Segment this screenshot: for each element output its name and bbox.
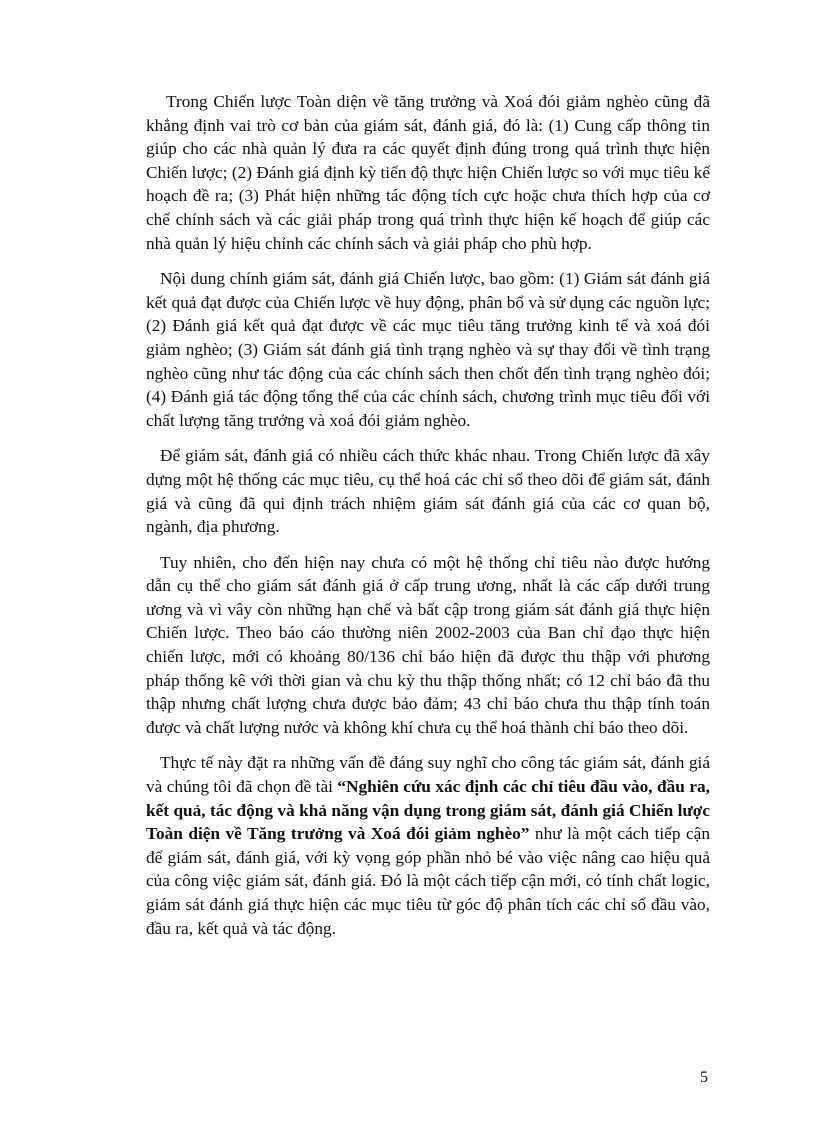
- paragraph-monitoring-methods: Để giám sát, đánh giá có nhiều cách thức khác nhau. Trong Chiến lược đã xây dựng một hệ thống các mục tiêu, cụ thể hoá các chỉ số theo dõi để giám sát, đánh giá và cũng đã qui định trách nhiệm giám sát đánh giá của các cơ quan bộ, ngành, địa phương.: [146, 446, 710, 537]
- research-conclusion-text: như là một cách tiếp cận để giám sát, đánh giá, với kỳ vọng góp phần nhỏ bé vào việc nâng cao hiệu quả của công việc giám sát, đánh giá. Đó là một cách tiếp cận mới, có tính chất logic, giám sát đánh giá thực hiện các mục tiêu từ góc độ phân tích các chỉ số đầu vào, đầu ra, kết quả và tác động.: [146, 824, 710, 938]
- page-number: 5: [700, 1069, 708, 1086]
- research-title: “Nghiên cứu xác định các chỉ tiêu đầu vào, đầu ra, kết quả, tác động và khả năng vận dụng trong giám sát, đánh giá Chiến lược Toàn diện về Tăng trưởng và Xoá đói giảm nghèo”: [146, 777, 710, 844]
- paragraph-research-topic: [146, 751, 710, 940]
- paragraph-current-limitations: Tuy nhiên, cho đến hiện nay chưa có một hệ thống chỉ tiêu nào được hướng dẫn cụ thể cho giám sát đánh giá ở cấp trung ương, nhất là các cấp dưới trung ương và vì vây còn những hạn chế và bất cập trong giám sát đánh giá thực hiện Chiến lược. Theo báo cáo thường niên 2002-2003 của Ban chỉ đạo thực hiện chiến lược, mới có khoảng 80/136 chỉ báo hiện đã được thu thập với phương pháp thống kê với thời gian và chu kỳ thu thập thống nhất; có 12 chỉ báo đã thu thập nhưng chất lượng chưa được bảo đảm; 43 chỉ báo chưa thu thập tính toán được và chất lượng nước và không khí chưa cụ thể hoá thành chỉ báo theo dõi.: [146, 552, 710, 737]
- document-page: [146, 90, 710, 940]
- paragraph-role-of-monitoring: Trong Chiến lược Toàn diện về tăng trưởng và Xoá đói giảm nghèo cũng đã khẳng định vai trò cơ bản của giám sát, đánh giá, đó là: (1) Cung cấp thông tin giúp cho các nhà quản lý đưa ra các quyết định đúng trong quá trình thực hiện Chiến lược; (2) Đánh giá định kỳ tiến độ thực hiện Chiến lược so với mục tiêu kế hoạch đề ra; (3) Phát hiện những tác động tích cực hoặc chưa thích hợp của cơ chế chính sách và các giải pháp trong quá trình thực hiện kế hoạch để giúp các nhà quản lý hiệu chỉnh các chính sách và giải pháp cho phù hợp.: [146, 92, 710, 253]
- research-intro-text: Thực tế này đặt ra những vấn đề đáng suy nghĩ cho công tác giám sát, đánh giá và chúng tôi đã chọn đề tài: [146, 753, 710, 797]
- paragraph-monitoring-content: Nội dung chính giám sát, đánh giá Chiến lược, bao gồm: (1) Giám sát đánh giá kết quả đạt được của Chiến lược về huy động, phân bổ và sử dụng các nguồn lực; (2) Đánh giá kết quả đạt được về các mục tiêu tăng trưởng kinh tế và xoá đói giảm nghèo; (3) Giám sát đánh giá tình trạng nghèo và sự thay đổi về tình trạng nghèo cũng như tác động của các chính sách then chốt đến tình trạng nghèo đói; (4) Đánh giá tác động tổng thể của các chính sách, chương trình mục tiêu đối với chất lượng tăng trưởng và xoá đói giảm nghèo.: [146, 269, 710, 430]
